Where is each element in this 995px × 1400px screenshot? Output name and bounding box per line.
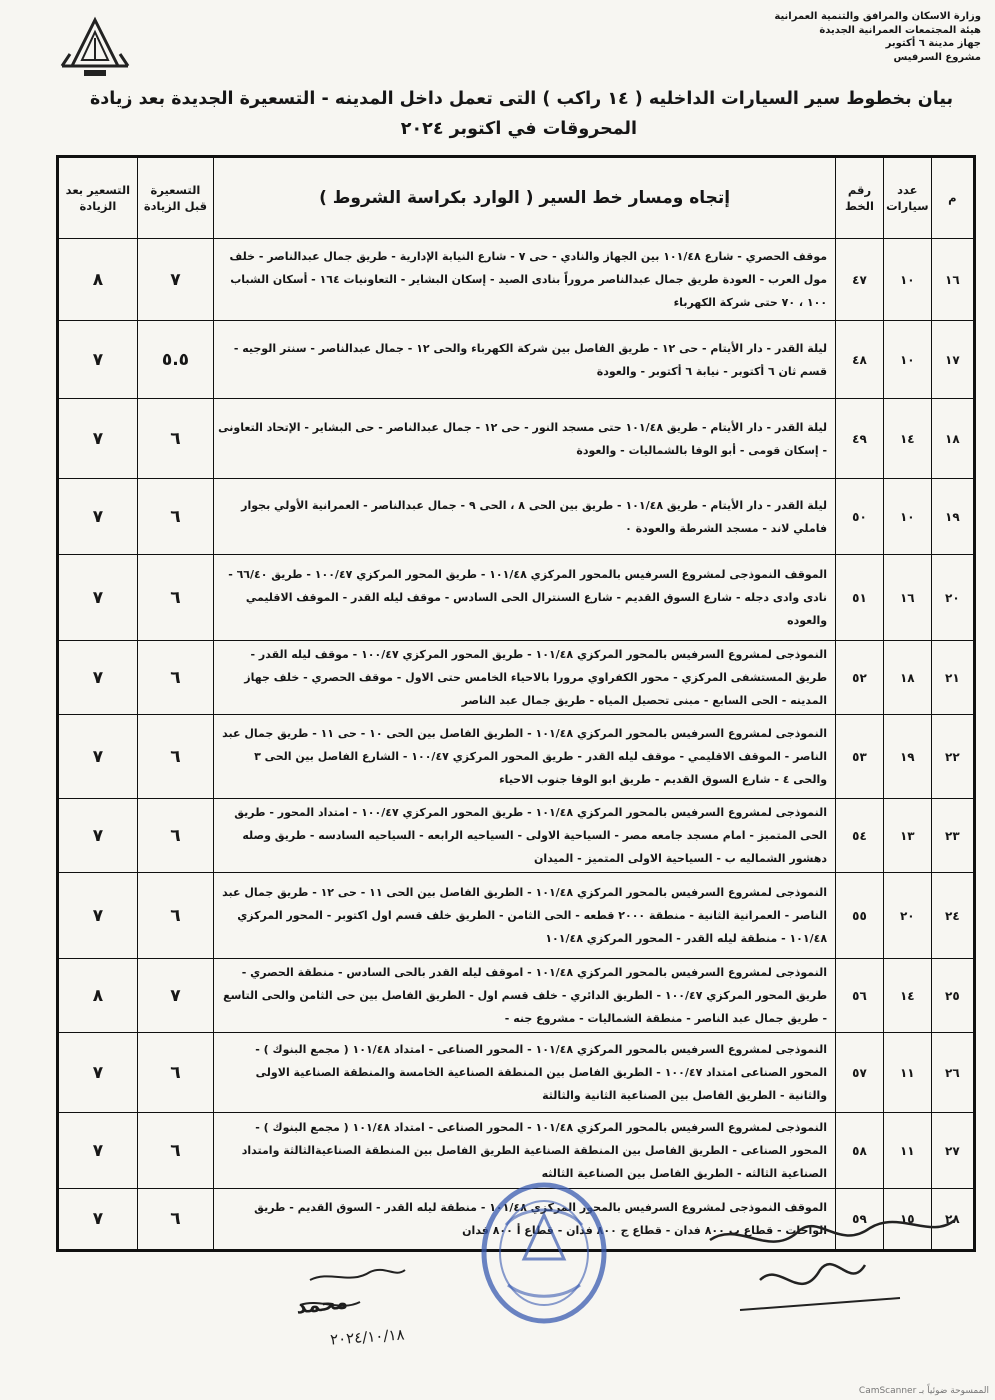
row-serial-cell: ١٦ [931, 239, 974, 321]
row-price-before-cell: ٦ [137, 1033, 213, 1113]
row-serial-cell: ٢٥ [931, 959, 974, 1033]
table-row [58, 959, 975, 1033]
row-price-before-cell: ٦ [137, 1189, 213, 1251]
table-row [58, 321, 975, 399]
header-route: إتجاه ومسار خط السير ( الوارد بكراسة الشروط ) [214, 157, 836, 239]
row-car-count-cell: ١٥ [883, 1189, 931, 1251]
row-route-cell: ليلة القدر - دار الأيتام - طريق ١٠١/٤٨ - طريق بين الحى ٨ ، الحى ٩ - جمال عبدالناصر - العمرانية الأولي بجوار فاملي لاند - مسجد الشرطة والعودة ٠ [214, 479, 836, 555]
row-serial-cell: ٢٢ [931, 715, 974, 799]
row-serial-cell: ٢٤ [931, 873, 974, 959]
row-price-before-cell: ٦ [137, 799, 213, 873]
title-line-2: المحروقات في اكتوبر ٢٠٢٤ [400, 119, 637, 139]
letterhead-project: مشروع السرفيس [893, 51, 981, 63]
left-signature-date: ٢٠٢٤/١٠/١٨ [329, 1325, 406, 1349]
row-serial-cell: ٢٦ [931, 1033, 974, 1113]
header-serial: م [931, 157, 974, 239]
row-line-number-cell: ٥٤ [836, 799, 884, 873]
row-line-number-cell: ٥١ [836, 555, 884, 641]
left-signature-name: محمد [294, 1289, 349, 1319]
row-line-number-cell: ٤٧ [836, 239, 884, 321]
routes-table [56, 155, 976, 1252]
row-price-before-cell: ٧ [137, 959, 213, 1033]
row-serial-cell: ١٩ [931, 479, 974, 555]
row-serial-cell: ١٧ [931, 321, 974, 399]
row-line-number-cell: ٥٢ [836, 641, 884, 715]
row-car-count-cell: ١٠ [883, 239, 931, 321]
table-body [58, 239, 975, 1251]
table-row [58, 239, 975, 321]
table-row [58, 479, 975, 555]
table-row [58, 799, 975, 873]
row-route-cell: النموذجى لمشروع السرفيس بالمحور المركزي ١٠١/٤٨ - اموقف ليله القدر بالحى السادس - منطقة الحصري - طريق المحور المركزي ١٠٠/٤٧ - الطريق الدائري - خلف قسم اول - الطريق الفاصل بين حى الثامن والحى التاسع - طريق جمال عبد الناصر - منطقة الشماليات - مشروع جنه - [214, 959, 836, 1033]
row-car-count-cell: ٢٠ [883, 873, 931, 959]
row-price-after-cell: ٧ [58, 641, 138, 715]
row-line-number-cell: ٥٥ [836, 873, 884, 959]
row-line-number-cell: ٤٨ [836, 321, 884, 399]
header-line-number: رقم الخط [836, 157, 884, 239]
letterhead-ministry: وزارة الاسكان والمرافق والتنمية العمرانية [774, 11, 981, 22]
document-title [60, 84, 983, 144]
row-price-before-cell: ٦ [137, 399, 213, 479]
row-car-count-cell: ١١ [883, 1033, 931, 1113]
row-car-count-cell: ١٠ [883, 479, 931, 555]
row-price-before-cell: ٦ [137, 479, 213, 555]
row-price-before-cell: ٦ [137, 1113, 213, 1189]
row-route-cell: النموذجى لمشروع السرفيس بالمحور المركزي ١٠١/٤٨ - المحور الصناعى - امتداد ١٠١/٤٨ ( مجمع البنوك ) - المحور الصناعى - الطريق الفاصل بين المنطقة الصناعية الطريق الفاصل بين المنطقة الصناعيةالثالثة وامتداد الصناعية الثالثه - الطريق الفاصل بين الصناعية الثالثه [214, 1113, 836, 1189]
row-route-cell: النموذجى لمشروع السرفيس بالمحور المركزي ١٠١/٤٨ - الطريق الفاصل بين الحى ١٠ - حى ١١ - طريق جمال عبد الناصر - الموقف الاقليمي - موقف ليله القدر - طريق المحور المركزي ١٠٠/٤٧ - الشارع الفاصل بين الحى ٣ والحى ٤ - شارع السوق القديم - طريق ابو الوفا جنوب الاحياء [214, 715, 836, 799]
row-price-before-cell: ٦ [137, 873, 213, 959]
row-car-count-cell: ١٦ [883, 555, 931, 641]
official-seal-icon [478, 1175, 610, 1325]
row-line-number-cell: ٥٧ [836, 1033, 884, 1113]
table-row [58, 399, 975, 479]
row-price-before-cell: ٦ [137, 715, 213, 799]
row-price-after-cell: ٨ [58, 239, 138, 321]
row-price-before-cell: ٧ [137, 239, 213, 321]
row-route-cell: النموذجى لمشروع السرفيس بالمحور المركزي ١٠١/٤٨ - المحور الصناعى - امتداد ١٠١/٤٨ ( مجمع البنوك ) - المحور الصناعى امتداد ١٠٠/٤٧ - الطريق الفاصل بين المنطقة الصناعية الخامسة والمنطقة الصناعية الاولى والثانية - الطريق الفاصل بين الصناعية الثانية والثالثة [214, 1033, 836, 1113]
row-price-after-cell: ٧ [58, 1033, 138, 1113]
row-route-cell: الموقف النموذجى لمشروع السرفيس بالمحور المركزي ١٠١/٤٨ - منطقة ليله القدر - السوق القديم - طريق الواحات - قطاع ب ٨٠٠ فدان - قطاع ج ٨٠٠ فدان - قطاع أ ٨٠٠ فدان [214, 1189, 836, 1251]
row-price-before-cell: ٦ [137, 641, 213, 715]
row-serial-cell: ١٨ [931, 399, 974, 479]
row-serial-cell: ٢٨ [931, 1189, 974, 1251]
row-serial-cell: ٢٧ [931, 1113, 974, 1189]
row-price-after-cell: ٧ [58, 479, 138, 555]
table-row [58, 1033, 975, 1113]
table-row [58, 715, 975, 799]
table-header-row [58, 157, 975, 239]
row-serial-cell: ٢٠ [931, 555, 974, 641]
row-car-count-cell: ١١ [883, 1113, 931, 1189]
row-line-number-cell: ٥٩ [836, 1189, 884, 1251]
row-route-cell: النموذجى لمشروع السرفيس بالمحور المركزي ١٠١/٤٨ - الطريق الفاصل بين الحى ١١ - حى ١٢ - طريق جمال عبد الناصر - العمرانية الثانية - منطقة ٢٠٠٠ قطعه - الحى الثامن - الطريق خلف قسم اول اكتوبر - المحور المركزي ١٠١/٤٨ - منطقة ليله القدر - المحور المركزي ١٠١/٤٨ [214, 873, 836, 959]
row-serial-cell: ٢٣ [931, 799, 974, 873]
row-car-count-cell: ١٣ [883, 799, 931, 873]
header-car-count: عدد سيارات [883, 157, 931, 239]
row-route-cell: ليلة القدر - دار الأيتام - طريق ١٠١/٤٨ حتى مسجد النور - حى ١٢ - جمال عبدالناصر - حى البشاير - الإتحاد التعاونى - إسكان قومى - أبو الوفا بالشماليات - والعودة [214, 399, 836, 479]
authority-logo-icon [60, 16, 130, 82]
letterhead-authority: هيئة المجتمعات العمرانية الجديدة [819, 24, 981, 36]
row-car-count-cell: ١٠ [883, 321, 931, 399]
row-route-cell: الموقف النموذجى لمشروع السرفيس بالمحور المركزي ١٠١/٤٨ - طريق المحور المركزي ١٠٠/٤٧ - طريق ٦٦/٤٠ - نادى وادى دجله - شارع السوق القديم - شارع السنترال الحى السادس - موقف ليله القدر - الموقف الاقليمي والعوده [214, 555, 836, 641]
table-row [58, 641, 975, 715]
table-row [58, 873, 975, 959]
row-price-after-cell: ٧ [58, 321, 138, 399]
table-row [58, 555, 975, 641]
title-line-1: بيان بخطوط سير السيارات الداخليه ( ١٤ راكب ) التى تعمل داخل المدينه - التسعيرة الجديدة بعد زيادة [89, 89, 954, 109]
scanner-watermark: الممسوحة ضوئياً بـ CamScanner [858, 1386, 989, 1396]
row-line-number-cell: ٤٩ [836, 399, 884, 479]
row-route-cell: ليلة القدر - دار الأيتام - حى ١٢ - طريق الفاصل بين شركة الكهرباء والحى ١٢ - جمال عبدالناصر - سنتر الوجيه - قسم ثان ٦ أكتوبر - نيابة ٦ أكتوبر - والعودة [214, 321, 836, 399]
row-serial-cell: ٢١ [931, 641, 974, 715]
row-line-number-cell: ٥٨ [836, 1113, 884, 1189]
row-route-cell: موقف الحصري - شارع ١٠١/٤٨ بين الجهاز والنادي - حى ٧ - شارع النيابة الإدارية - طريق جمال عبدالناصر - خلف مول العرب - العودة طريق جمال عبدالناصر مروراً بنادى الصيد - إسكان البشاير - التعاونيات ١٦٤ - أسكان الشباب ١٠٠ ، ٧٠ حتى شركة الكهرباء [214, 239, 836, 321]
row-price-after-cell: ٧ [58, 715, 138, 799]
row-car-count-cell: ١٨ [883, 641, 931, 715]
row-car-count-cell: ١٤ [883, 399, 931, 479]
row-price-after-cell: ٧ [58, 399, 138, 479]
row-price-after-cell: ٨ [58, 959, 138, 1033]
row-route-cell: النموذجى لمشروع السرفيس بالمحور المركزي ١٠١/٤٨ - طريق المحور المركزي ١٠٠/٤٧ - امتداد المحور - طريق الحى المتميز - امام مسجد جامعه مصر - السياحية الاولى - السياحيه الرابعه - السياحيه السادسه - طريق وصله دهشور الشماليه ب - السياحية الاولى المتميز - الميدان [214, 799, 836, 873]
row-price-after-cell: ٧ [58, 1189, 138, 1251]
row-price-after-cell: ٧ [58, 799, 138, 873]
row-price-after-cell: ٧ [58, 555, 138, 641]
row-price-before-cell: ٥.٥ [137, 321, 213, 399]
row-route-cell: النموذجى لمشروع السرفيس بالمحور المركزي ١٠١/٤٨ - طريق المحور المركزي ١٠٠/٤٧ - موقف ليله القدر - طريق المستشفى المركزي - محور الكفراوي مرورا بالاحياء الخامس حتى الاول - موقف الحصري - خلف جهاز المدينه - الحى السابع - مبنى تحصيل المياه - طريق جمال عبد الناصر [214, 641, 836, 715]
row-car-count-cell: ١٤ [883, 959, 931, 1033]
row-line-number-cell: ٥٦ [836, 959, 884, 1033]
row-price-after-cell: ٧ [58, 1113, 138, 1189]
row-price-after-cell: ٧ [58, 873, 138, 959]
right-signature-icon [700, 1210, 960, 1330]
header-price-after: التسعير بعد الزيادة [58, 157, 138, 239]
header-price-before: التسعيرة قبل الزيادة [137, 157, 213, 239]
row-line-number-cell: ٥٠ [836, 479, 884, 555]
row-car-count-cell: ١٩ [883, 715, 931, 799]
letterhead [721, 10, 981, 64]
letterhead-city-agency: جهاز مدينة ٦ أكتوبر [885, 38, 981, 49]
row-line-number-cell: ٥٣ [836, 715, 884, 799]
row-price-before-cell: ٦ [137, 555, 213, 641]
